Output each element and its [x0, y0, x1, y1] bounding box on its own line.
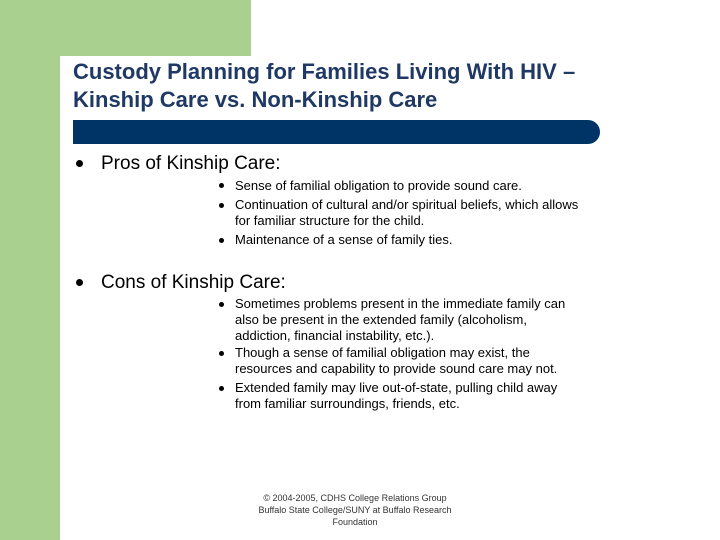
pros-item-1 [235, 178, 675, 194]
pros-item-3 [235, 232, 675, 248]
bullet-pros-item-1 [219, 183, 224, 188]
pros-item-2-line-1: Continuation of cultural and/or spiritual beliefs, which allows [235, 197, 579, 212]
slide-title-line-2: Kinship Care vs. Non-Kinship Care [73, 87, 438, 112]
bullet-pros-item-2 [219, 203, 224, 208]
bullet-cons [76, 279, 83, 286]
slide-title-line-1: Custody Planning for Families Living With HIV – [73, 59, 576, 84]
title-underline-bar [73, 120, 600, 144]
cons-item-1-line-1: Sometimes problems present in the immediate family can [235, 296, 566, 311]
footer-line-2: Buffalo State College/SUNY at Buffalo Research [258, 505, 452, 515]
bullet-cons-item-2 [219, 351, 224, 356]
cons-item-3-line-2: from familiar surroundings, friends, etc. [235, 396, 460, 411]
pros-item-2 [235, 197, 675, 229]
cons-item-2-line-1: Though a sense of familial obligation may exist, the [235, 345, 530, 360]
cons-heading: Cons of Kinship Care: [101, 272, 286, 293]
cons-item-3 [235, 380, 675, 412]
slide-title [73, 58, 693, 114]
cons-item-1-line-3: addiction, financial instability, etc.). [235, 328, 435, 343]
footer-line-3: Foundation [332, 517, 378, 527]
cons-item-1-line-2: also be present in the extended family (alcoholism, [235, 312, 527, 327]
bullet-pros-item-3 [219, 238, 224, 243]
pros-item-1-line-1: Sense of familial obligation to provide sound care. [235, 178, 522, 193]
pros-item-3-line-1: Maintenance of a sense of family ties. [235, 232, 453, 247]
pros-item-2-line-2: for familiar structure for the child. [235, 213, 425, 228]
pros-heading: Pros of Kinship Care: [101, 153, 281, 174]
bullet-cons-item-3 [219, 386, 224, 391]
bullet-pros [76, 160, 83, 167]
cons-item-2 [235, 345, 675, 377]
cons-item-2-line-2: resources and capability to provide sound care may not. [235, 361, 558, 376]
cons-item-1 [235, 296, 675, 344]
footer-line-1: © 2004-2005, CDHS College Relations Group [263, 493, 447, 503]
cons-item-3-line-1: Extended family may live out-of-state, pulling child away [235, 380, 558, 395]
bullet-cons-item-1 [219, 302, 224, 307]
copyright-footer [230, 492, 480, 528]
